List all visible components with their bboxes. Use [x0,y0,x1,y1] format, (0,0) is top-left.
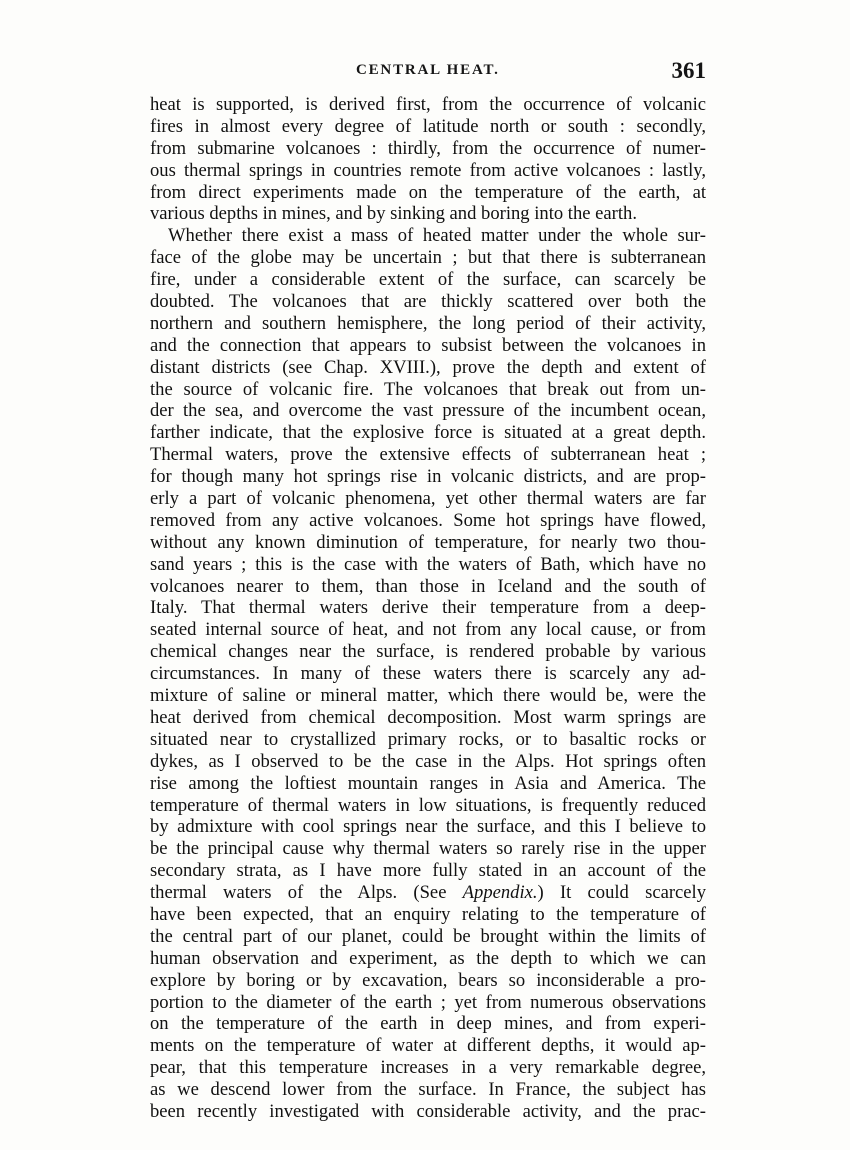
text-line: for though many hot springs rise in volcanic districts, and are prop- [150,466,706,488]
text-line-with-appendix [150,882,706,904]
text-line: seated internal source of heat, and not from any local cause, or from [150,619,706,641]
text-line: der the sea, and overcome the vast pressure of the incumbent ocean, [150,400,706,422]
text-line: Italy. That thermal waters derive their temperature from a deep- [150,597,706,619]
text-line: fires in almost every degree of latitude north or south : secondly, [150,115,706,137]
appendix-reference: Appendix. [462,882,538,904]
text-line: distant districts (see Chap. XVIII.), prove the depth and extent of [150,356,706,378]
text-line: the central part of our planet, could be brought within the limits of [150,925,706,947]
running-head: CENTRAL HEAT. [356,62,500,78]
text-line: volcanoes nearer to them, than those in Iceland and the south of [150,575,706,597]
text-line: farther indicate, that the explosive force is situated at a great depth. [150,422,706,444]
text-line: explore by boring or by excavation, bears so inconsiderable a pro- [150,969,706,991]
text-line: on the temperature of the earth in deep mines, and from experi- [150,1013,706,1035]
text-line: chemical changes near the surface, is rendered probable by various [150,641,706,663]
text-line: temperature of thermal waters in low situations, is frequently reduced [150,794,706,816]
text-line: mixture of saline or mineral matter, which there would be, were the [150,685,706,707]
text-line: be the principal cause why thermal waters so rarely rise in the upper [150,838,706,860]
text-line: have been expected, that an enquiry relating to the temperature of [150,903,706,925]
text-line: heat derived from chemical decomposition. Most warm springs are [150,706,706,728]
text-line: removed from any active volcanoes. Some hot springs have flowed, [150,509,706,531]
text-line: and the connection that appears to subsist between the volcanoes in [150,334,706,356]
text-line: as we descend lower from the surface. In France, the subject has [150,1079,706,1101]
text-line: northern and southern hemisphere, the long period of their activity, [150,312,706,334]
text-line: circumstances. In many of these waters there is scarcely any ad- [150,663,706,685]
text-line: doubted. The volcanoes that are thickly scattered over both the [150,291,706,313]
text-line: from direct experiments made on the temperature of the earth, at [150,181,706,203]
text-line: by admixture with cool springs near the surface, and this I believe to [150,816,706,838]
text-line: without any known diminution of temperature, for nearly two thou- [150,531,706,553]
text-line: portion to the diameter of the earth ; yet from numerous observations [150,991,706,1013]
text-segment: thermal waters of the Alps. (See [150,882,463,904]
text-segment: ) It could scarcely [537,882,706,904]
text-line: face of the globe may be uncertain ; but that there is subterranean [150,247,706,269]
body-text [150,94,706,1123]
text-line: situated near to crystallized primary rocks, or to basaltic rocks or [150,728,706,750]
text-line: pear, that this temperature increases in a very remarkable degree, [150,1057,706,1079]
text-line: heat is supported, is derived first, from the occurrence of volcanic [150,94,706,115]
page-header [150,58,710,88]
text-line: Whether there exist a mass of heated matter under the whole sur- [168,225,706,247]
text-line: human observation and experiment, as the depth to which we can [150,947,706,969]
page-number: 361 [671,58,706,83]
text-line: various depths in mines, and by sinking and boring into the earth. [150,203,637,225]
text-line: fire, under a considerable extent of the surface, can scarcely be [150,269,706,291]
text-line: rise among the loftiest mountain ranges in Asia and America. The [150,772,706,794]
text-line: secondary strata, as I have more fully stated in an account of the [150,860,706,882]
text-line: Thermal waters, prove the extensive effects of subterranean heat ; [150,444,706,466]
text-line: ments on the temperature of water at different depths, it would ap- [150,1035,706,1057]
text-line: been recently investigated with considerable activity, and the prac- [150,1100,706,1122]
text-line: ous thermal springs in countries remote from active volcanoes : lastly, [150,159,706,181]
text-line: the source of volcanic fire. The volcanoes that break out from un- [150,378,706,400]
text-line: erly a part of volcanic phenomena, yet other thermal waters are far [150,488,706,510]
text-line: from submarine volcanoes : thirdly, from the occurrence of numer- [150,137,706,159]
text-line: dykes, as I observed to be the case in the Alps. Hot springs often [150,750,706,772]
text-line: sand years ; this is the case with the waters of Bath, which have no [150,553,706,575]
